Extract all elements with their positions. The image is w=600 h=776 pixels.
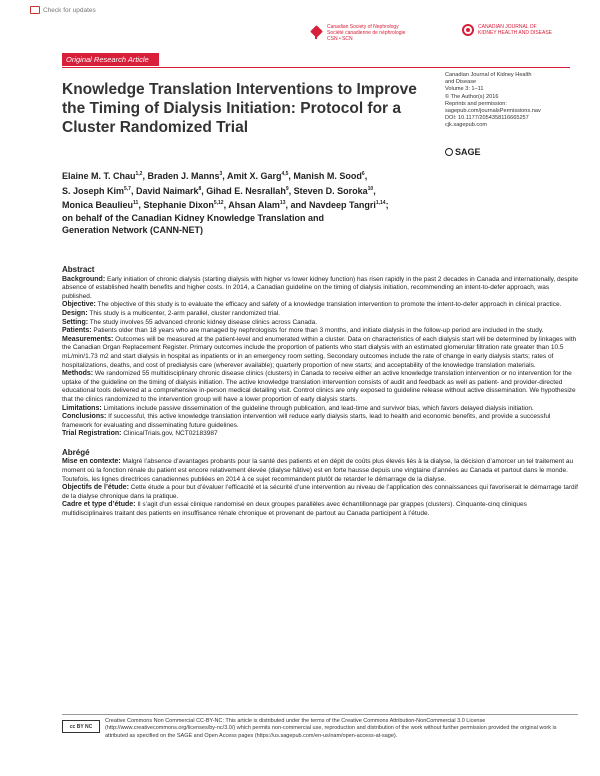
- journal-name-line: and Disease: [445, 79, 477, 86]
- csn-logo-text: Canadian Society of Nephrology Société canadienne de néphrologie CSN • SCN: [327, 24, 406, 42]
- author-line: on behalf of the Canadian Kidney Knowledge Translation and: [62, 212, 325, 223]
- abstract-paragraph: Setting: The study involves 55 advanced chronic kidney disease clinics across Canada.: [62, 318, 318, 326]
- abstract-paragraph: Trial Registration: ClinicalTrials.gov, NCT02183987: [62, 430, 218, 438]
- reprints-label: Reprints and permission:: [445, 100, 507, 107]
- sage-logo: [445, 147, 481, 157]
- abstract-paragraph: Measurements: Outcomes will be measured at the patient-level and enumerated within a cluster. Data on characteristics of each dialysis start will be determined by linkages with the Canadian Organ Replacement Register. Primary outcomes include the proportion of patients who start dialysis with an estimated glomerular filtration rate greater than 10.5 mL/min/1.73 m2 and start dialysis in hospital as inpatients or in an emergency room setting. Secondary outcomes include the rate of change in early dialysis starts; rates of hospitalizations, deaths, and cost of predialysis care (wherever available); quarterly proportion of new starts; and acceptability of the knowledge translation materials.: [62, 335, 577, 369]
- update-icon: [30, 6, 40, 14]
- article-title: Knowledge Translation Interventions to Improve the Timing of Dialysis Initiation: Protocol for a Cluster Randomized Trial: [62, 81, 417, 136]
- journal-logo: [462, 24, 552, 36]
- journal-name-line: Canadian Journal of Kidney Health: [445, 72, 532, 78]
- abstract-paragraph: Methods: We randomized 55 multidisciplinary chronic disease clinics (clusters) in Canada to receive either an active knowledge translation intervention or no intervention for the uptake of the guideline on the timing of dialysis initiation. The active knowledge translation intervention consists of audit and feedback as well as patient- and provider-directed educational tools delivered at a comprehensive in-person medical detailing visit. Control clinics are only exposed to guideline release without active dissemination. We hypothesize that the clinics randomized to the intervention group will have a lower proportion of early dialysis starts.: [62, 370, 576, 403]
- abstract-paragraph: Background: Early initiation of chronic dialysis (starting dialysis with higher vs lower kidney function) has risen rapidly in the past 2 decades in Canada and internationally, despite absence of established health benefits and higher costs. In 2014, a Canadian guideline on the timing of dialysis initiation, recommending an intent-to-defer approach, was published.: [62, 275, 578, 300]
- check-for-updates-label: Check for updates: [43, 6, 96, 14]
- journal-info: [445, 72, 575, 130]
- author-list: [62, 168, 502, 237]
- journal-logo-icon: [462, 24, 474, 36]
- maple-leaf-icon: [310, 26, 322, 40]
- permissions-link[interactable]: sagepub.com/journalsPermissions.nav: [445, 108, 541, 115]
- abstract-heading: Abstract: [62, 265, 95, 274]
- section-gap: [62, 439, 578, 449]
- sage-label: SAGE: [455, 147, 481, 157]
- abrege-paragraph: Cadre et type d’étude: Il s’agit d’un essai clinique randomisé en deux groupes parallèles avec échantillonnage par grappes (clusters). Cinquante-cinq cliniques multidisciplinaires traitant des patients en insuffisance rénale chronique et provenant de partout au Canada participent à l’étude.: [62, 501, 527, 518]
- creative-commons-icon[interactable]: cc BY NC: [62, 720, 100, 733]
- abstract-section: [62, 266, 578, 519]
- abrege-paragraph: Mise en contexte: Malgré l’absence d’avantages probants pour la santé des patients et en dépit de coûts plus élevés liés à la dialyse, la décision d’amorcer un tel traitement au moment où la fonction rénale du patient est encore relativement élevée (dialyse hâtive) est en forte hausse depuis une vingtaine d’années au Canada et partout dans le monde. Toutefois, les lignes directrices canadiennes publiées en 2014 à ce sujet recommandent plutôt de retarder le démarrage de la dialyse.: [62, 458, 574, 483]
- license-footer: [62, 714, 578, 740]
- trial-registration-link[interactable]: ClinicalTrials.gov, NCT02183987: [121, 430, 218, 438]
- journal-copyright: © The Author(s) 2016: [445, 93, 499, 100]
- journal-logo-text: CANADIAN JOURNAL OF KIDNEY HEALTH AND DISEASE: [478, 24, 553, 36]
- csn-logo: [310, 24, 405, 42]
- author-line: Monica Beaulieu$^{11}$, Stephanie Dixon$^{5,12}$, Ahsan Alam$^{13}$, and Navdeep Tangri$^{1,14}$;: [62, 200, 389, 210]
- author-line: S. Joseph Kim$^{5,7}$, David Naimark$^8$, Gihad E. Nesrallah$^9$, Steven D. Soroka$^{10}$,: [62, 185, 376, 196]
- journal-volume: Volume 3: 1–11: [445, 86, 484, 93]
- doi-link[interactable]: DOI: 10.1177/2054358116665257: [445, 115, 529, 122]
- abstract-paragraph: Conclusions: If successful, this active knowledge translation intervention will reduce early dialysis starts, lead to health and economic benefits, and provide a successful framework for evaluating and disseminating future guidelines.: [62, 413, 551, 429]
- article-type-label: Original Research Article: [62, 53, 159, 66]
- abrege-heading: Abrégé: [62, 447, 90, 457]
- sage-mark-icon: [445, 148, 453, 156]
- author-line: Generation Network (CANN-NET): [62, 225, 204, 235]
- abstract-paragraph: Design: This study is a multicenter, 2-arm parallel, cluster randomized trial.: [62, 309, 281, 317]
- abrege-paragraph: Objectifs de l’étude: Cette étude a pour but d’évaluer l’efficacité et la sécurité d’une intervention au niveau de l’application des connaissances qui favoriserait le démarrage tardif de la dialyse chronique dans la pratique.: [62, 484, 578, 500]
- abstract-paragraph: Patients: Patients older than 18 years who are managed by nephrologists for more than 3 months, and initiate dialysis in the follow-up period are included in the study.: [62, 327, 544, 335]
- check-for-updates-badge[interactable]: [30, 6, 96, 14]
- abstract-paragraph: Limitations: Limitations include passive dissemination of the guideline through publication, and lead-time and survivor bias, which favors delayed dialysis initiation.: [62, 404, 534, 412]
- author-line: Elaine M. T. Chau$^{1,2}$, Braden J. Manns$^3$, Amit X. Garg$^{4,5}$, Manish M. Sood$^6$,: [62, 171, 368, 181]
- abstract-paragraph: Objective: The objective of this study is to evaluate the efficacy and safety of a knowledge translation intervention to promote the intent-to-defer approach in clinical practice.: [62, 301, 562, 309]
- license-text: Creative Commons Non Commercial CC-BY-NC: This article is distributed under the terms of the Creative Commons Attribution-NonCommercial 3.0 License (http://www.creativecommons.org/licenses/by-nc/3.0/) which permits non-commercial use, reproduction and distribution of the work without further permission provided the original work is attributed as specified on the SAGE and Open Access pages (https://us.sagepub.com/en-us/nam/open-access-at-sage).: [105, 718, 557, 739]
- journal-site-link[interactable]: cjk.sagepub.com: [445, 122, 487, 129]
